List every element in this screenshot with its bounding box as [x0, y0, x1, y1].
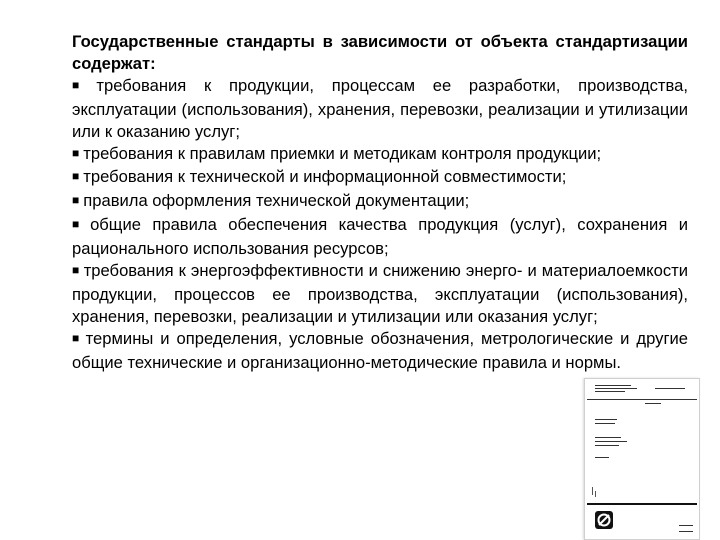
slide-heading: Государственные стандарты в зависимости от объекта стандартизации содержат: [72, 32, 688, 73]
thumb-line [595, 419, 617, 420]
thumb-line [595, 491, 596, 497]
slide-text [72, 31, 688, 374]
bullet-icon: ■ [72, 77, 93, 92]
thumb-line [679, 525, 693, 526]
thumb-line [592, 487, 593, 495]
bullet-icon: ■ [72, 193, 80, 208]
thumb-line [595, 445, 619, 446]
bullet-icon: ■ [72, 263, 80, 278]
thumb-line [595, 423, 615, 424]
bullet-icon: ■ [72, 169, 80, 184]
list-item-text: общие правила обеспечения качества продукция (услуг), сохранения и рационального использования ресурсов; [72, 215, 688, 259]
thumb-line [587, 399, 697, 400]
thumb-line [595, 441, 627, 442]
list-item-text: термины и определения, условные обозначения, метрологические и другие общие технические и организационно-методические правила и нормы. [72, 328, 688, 372]
requirements-list [72, 75, 688, 374]
list-item [72, 214, 688, 260]
list-item-text: правила оформления технической документации; [83, 191, 470, 211]
list-item [72, 143, 688, 167]
list-item-text: требования к технической и информационной совместимости; [83, 167, 567, 187]
list-item [72, 260, 688, 328]
standard-logo-icon [595, 511, 613, 529]
thumb-line [595, 391, 625, 392]
list-item-text: требования к правилам приемки и методикам контроля продукции; [83, 143, 602, 163]
list-item [72, 190, 688, 214]
list-item [72, 166, 688, 190]
list-item-text: требования к энергоэффективности и снижению энерго- и материалоемкости продукции, процессов ее производства, эксплуатации (использования), хранения, перевозки, реализации и утилизации или оказания услуг; [72, 261, 688, 326]
list-item-text: требования к продукции, процессам ее разработки, производства, эксплуатации (использования), хранения, перевозки, реализации и утилизации или к оказанию услуг; [72, 75, 688, 141]
list-item [72, 75, 688, 143]
bullet-icon: ■ [72, 330, 82, 345]
bullet-icon: ■ [72, 217, 87, 232]
thumb-line [595, 437, 621, 438]
thumb-line [645, 403, 661, 404]
thumb-line [595, 388, 637, 389]
thumb-line [587, 503, 697, 505]
list-item [72, 328, 688, 374]
thumb-line [655, 388, 685, 389]
bullet-icon: ■ [72, 145, 80, 160]
thumb-line [595, 385, 631, 386]
thumb-line [679, 531, 693, 532]
document-thumbnail-icon [584, 378, 700, 540]
thumb-line [595, 457, 609, 458]
